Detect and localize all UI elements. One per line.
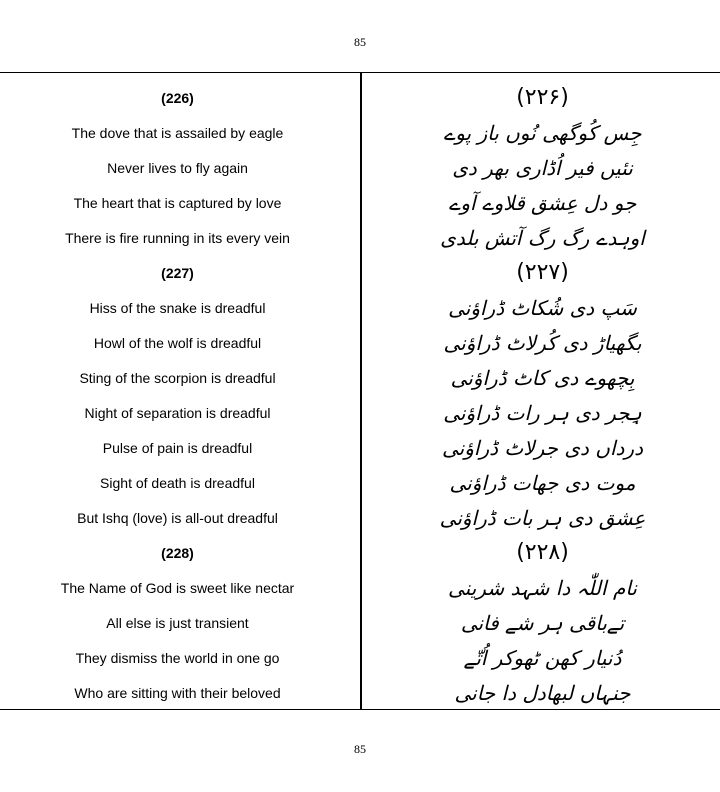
punjabi-line: درداں دی جرلاٹ ڈراؤنی: [442, 435, 643, 460]
punjabi-line: موت دی جھات ڈراؤنی: [449, 470, 636, 495]
punjabi-line: تےباقی ہر شے فانی: [460, 610, 625, 635]
verse-number-228: (228): [161, 544, 194, 561]
punjabi-verse-number-227: (۲۲۷): [516, 260, 569, 285]
english-line: But Ishq (love) is all-out dreadful: [77, 509, 278, 526]
english-column: [0, 80, 355, 710]
column-divider: [360, 72, 362, 710]
punjabi-line: عِشق دی ہر بات ڈراؤنی: [439, 505, 646, 530]
punjabi-line: جنہاں لبھادل دا جانی: [454, 680, 631, 705]
punjabi-line: سَپ دی شُکاٹ ڈراؤنی: [448, 295, 637, 320]
english-line: There is fire running in its every vein: [65, 229, 290, 246]
punjabi-verse-number-228: (۲۲۸): [516, 540, 569, 565]
page-number-bottom: 85: [354, 742, 366, 756]
punjabi-line: بِچھوے دی کاٹ ڈراؤنی: [450, 365, 635, 390]
bottom-divider: [0, 709, 720, 710]
punjabi-verse-number-226: (۲۲۶): [516, 85, 569, 110]
punjabi-line: ہِجر دی ہر رات ڈراؤنی: [443, 400, 642, 425]
english-line: All else is just transient: [106, 614, 249, 631]
punjabi-line: بگھیاڑ دی کُرلاٹ ڈراؤنی: [443, 330, 642, 355]
punjabi-column: [365, 80, 720, 710]
english-line: Never lives to fly again: [107, 159, 248, 176]
english-line: Sight of death is dreadful: [100, 474, 255, 491]
english-line: They dismiss the world in one go: [75, 649, 280, 666]
english-line: The Name of God is sweet like nectar: [60, 579, 295, 596]
punjabi-line: اوہدے رگ رگ آتش بلدی: [440, 225, 645, 250]
punjabi-line: نام اللّٰہ دا شہد شرینی: [448, 575, 637, 600]
english-line: The heart that is captured by love: [73, 194, 282, 211]
punjabi-line: نئیں فیر اُڈاری بھر دی: [452, 155, 633, 180]
english-line: Sting of the scorpion is dreadful: [79, 369, 276, 386]
verse-number-227: (227): [161, 264, 194, 281]
punjabi-line: دُنیار کھن ٹھوکر اُتّے: [463, 645, 622, 670]
page-number-top: 85: [354, 35, 366, 49]
english-line: Night of separation is dreadful: [84, 404, 271, 421]
english-line: Hiss of the snake is dreadful: [89, 299, 266, 316]
english-line: Who are sitting with their beloved: [74, 684, 281, 701]
english-line: The dove that is assailed by eagle: [71, 124, 284, 141]
verse-number-226: (226): [161, 89, 194, 106]
punjabi-line: جِس کُوگھی نُوں باز پوے: [443, 120, 642, 145]
punjabi-line: جو دل عِشق قلاوے آوے: [448, 190, 637, 215]
english-line: Howl of the wolf is dreadful: [93, 334, 262, 351]
english-line: Pulse of pain is dreadful: [102, 439, 253, 456]
